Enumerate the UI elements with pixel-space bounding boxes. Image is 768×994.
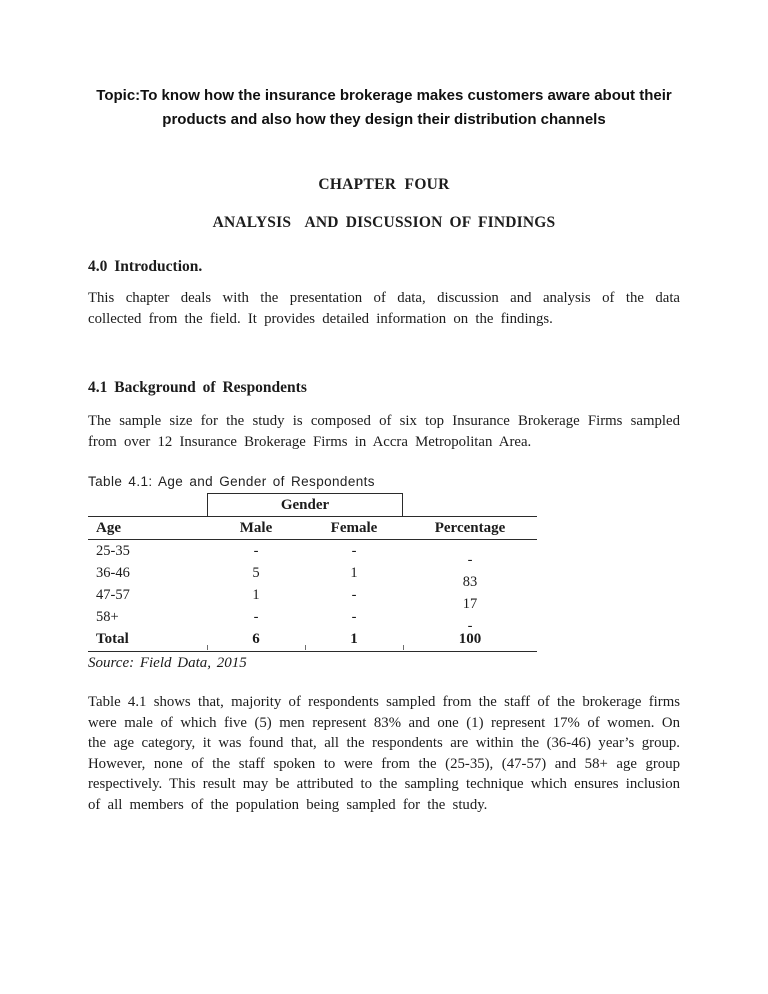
table-header-row bbox=[88, 516, 537, 540]
column-header-age: Age bbox=[96, 519, 121, 536]
table-column-divider-tick bbox=[207, 645, 208, 650]
cell-percentage: - bbox=[467, 617, 473, 634]
cell-male: 1 bbox=[252, 586, 260, 603]
discussion-paragraph: Table 4.1 shows that, majority of respondents sampled from the staff of the brokerage firms were male of which five (5) men represent 83% and one (1) represent 17% of women. On the age category, it was found that, all the respondents are within the (36-46) year’s group. However, none of the staff spoken to were from the (25-35), (47-57) and 58+ age group respectively. This result may be attributed to the sampling technique which ensures inclusion of all members of the population being sampled for the study. bbox=[88, 694, 680, 813]
cell-age: 58+ bbox=[96, 608, 119, 625]
cell-percentage: 83 bbox=[462, 573, 478, 590]
table-caption: Table 4.1: Age and Gender of Respondents bbox=[88, 474, 375, 489]
cell-female: 1 bbox=[350, 564, 358, 581]
section-4-1-heading: 4.1 Background of Respondents bbox=[88, 379, 307, 396]
column-header-male: Male bbox=[239, 519, 273, 536]
cell-total-percentage: 100 bbox=[458, 631, 482, 647]
cell-age: 47-57 bbox=[96, 586, 130, 603]
cell-age: 36-46 bbox=[96, 564, 130, 581]
chapter-heading: CHAPTER FOUR bbox=[318, 176, 450, 193]
table-4-1 bbox=[88, 493, 537, 652]
cell-age: 25-35 bbox=[96, 542, 130, 559]
table-column-divider-tick bbox=[403, 645, 404, 650]
table-column-divider-tick bbox=[305, 645, 306, 650]
section-4-0-heading: 4.0 Introduction. bbox=[88, 258, 203, 275]
topic-title: Topic:To know how the insurance brokerage makes customers aware about their products and also how they design their distribution channels bbox=[96, 87, 672, 128]
chapter-subheading: ANALYSIS AND DISCUSSION OF FINDINGS bbox=[212, 214, 556, 231]
section-4-0-paragraph: This chapter deals with the presentation of data, discussion and analysis of the data collected from the field. It provides detailed information on the findings. bbox=[88, 290, 680, 327]
cell-female: - bbox=[351, 542, 357, 559]
cell-male: - bbox=[253, 542, 259, 559]
cell-male: - bbox=[253, 608, 259, 625]
cell-percentage: 17 bbox=[462, 595, 478, 612]
cell-male: 5 bbox=[252, 564, 260, 581]
table-source-note: Source: Field Data, 2015 bbox=[88, 655, 247, 671]
section-4-1-paragraph: The sample size for the study is composed of six top Insurance Brokerage Firms sampled from over 12 Insurance Brokerage Firms in Accra Metropolitan Area. bbox=[88, 413, 680, 450]
table-spanner-label: Gender bbox=[280, 497, 330, 513]
column-header-percentage: Percentage bbox=[434, 519, 506, 536]
cell-total-label: Total bbox=[96, 631, 129, 647]
cell-percentage: - bbox=[467, 551, 473, 568]
cell-female: - bbox=[351, 586, 357, 603]
table-row bbox=[88, 540, 537, 568]
cell-total-female: 1 bbox=[350, 631, 358, 647]
column-header-female: Female bbox=[330, 519, 378, 536]
cell-female: - bbox=[351, 608, 357, 625]
table-spanner-header bbox=[207, 493, 403, 516]
cell-total-male: 6 bbox=[252, 631, 260, 647]
